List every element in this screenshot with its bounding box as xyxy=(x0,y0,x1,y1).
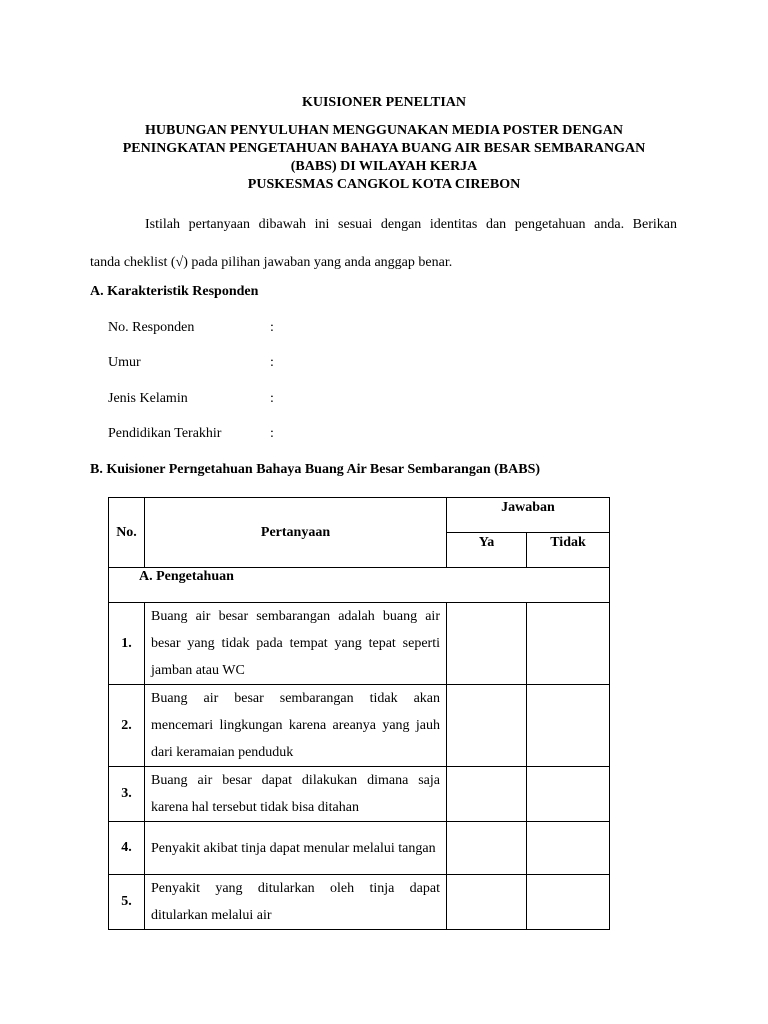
answer-no-cell[interactable] xyxy=(527,822,610,875)
answer-no-cell[interactable] xyxy=(527,603,610,685)
row-number: 4. xyxy=(109,822,145,875)
answer-yes-cell[interactable] xyxy=(447,767,527,822)
field-label: Umur xyxy=(108,355,141,370)
section-b-heading: B. Kuisioner Perngetahuan Bahaya Buang Air Besar Sembarangan (BABS) xyxy=(90,462,541,477)
section-a-heading: A. Karakteristik Responden xyxy=(90,284,259,299)
row-number: 1. xyxy=(109,603,145,685)
row-question: Buang air besar dapat dilakukan dimana saja karena hal tersebut tidak bisa ditahan xyxy=(145,767,447,822)
row-question: Buang air besar sembarangan adalah buang air besar yang tidak pada tempat yang tepat seperti jamban atau WC xyxy=(145,603,447,685)
header-no: No. xyxy=(109,498,145,568)
answer-no-cell[interactable] xyxy=(527,767,610,822)
row-number: 5. xyxy=(109,875,145,930)
row-question: Buang air besar sembarangan tidak akan mencemari lingkungan karena areanya yang jauh dari keramaian penduduk xyxy=(145,685,447,767)
field-colon: : xyxy=(270,391,274,406)
field-colon: : xyxy=(270,426,274,441)
row-question: Penyakit yang ditularkan oleh tinja dapat ditularkan melalui air xyxy=(145,875,447,930)
subtitle-line-4: PUSKESMAS CANGKOL KOTA CIREBON xyxy=(247,177,521,192)
field-label: No. Responden xyxy=(108,320,195,335)
answer-yes-cell[interactable] xyxy=(447,875,527,930)
subtitle-line-3: (BABS) DI WILAYAH KERJA xyxy=(290,159,478,174)
field-label: Jenis Kelamin xyxy=(108,391,188,406)
subsection-heading: A. Pengetahuan xyxy=(109,568,610,603)
subtitle-line-1: HUBUNGAN PENYULUHAN MENGGUNAKAN MEDIA POSTER DENGAN xyxy=(145,123,623,138)
intro-line-1: Istilah pertanyaan dibawah ini sesuai dengan identitas dan pengetahuan anda. Berikan xyxy=(145,217,677,232)
intro-paragraph xyxy=(90,206,677,282)
field-jenis-kelamin xyxy=(108,389,274,409)
subtitle-line-2: PENINGKATAN PENGETAHUAN BAHAYA BUANG AIR BESAR SEMBARANGAN xyxy=(122,141,646,156)
field-pendidikan-terakhir xyxy=(108,424,274,444)
field-label: Pendidikan Terakhir xyxy=(108,426,222,441)
document-subtitle xyxy=(80,122,688,194)
header-yes: Ya xyxy=(447,533,527,568)
answer-no-cell[interactable] xyxy=(527,685,610,767)
document-title: KUISIONER PENELTIAN xyxy=(301,95,467,110)
row-number: 2. xyxy=(109,685,145,767)
answer-no-cell[interactable] xyxy=(527,875,610,930)
table-row xyxy=(109,767,610,822)
questionnaire-table xyxy=(108,497,610,930)
header-answer: Jawaban xyxy=(447,498,610,533)
table-row xyxy=(109,875,610,930)
row-number: 3. xyxy=(109,767,145,822)
field-colon: : xyxy=(270,355,274,370)
intro-line-2: tanda cheklist (√) pada pilihan jawaban yang anda anggap benar. xyxy=(90,255,453,270)
table-row xyxy=(109,685,610,767)
table-row xyxy=(109,603,610,685)
header-question: Pertanyaan xyxy=(145,498,447,568)
row-question: Penyakit akibat tinja dapat menular melalui tangan xyxy=(145,822,447,875)
answer-yes-cell[interactable] xyxy=(447,685,527,767)
field-no-responden xyxy=(108,318,274,338)
field-umur xyxy=(108,353,274,373)
header-no-answer: Tidak xyxy=(527,533,610,568)
table-row xyxy=(109,822,610,875)
answer-yes-cell[interactable] xyxy=(447,603,527,685)
answer-yes-cell[interactable] xyxy=(447,822,527,875)
field-colon: : xyxy=(270,320,274,335)
